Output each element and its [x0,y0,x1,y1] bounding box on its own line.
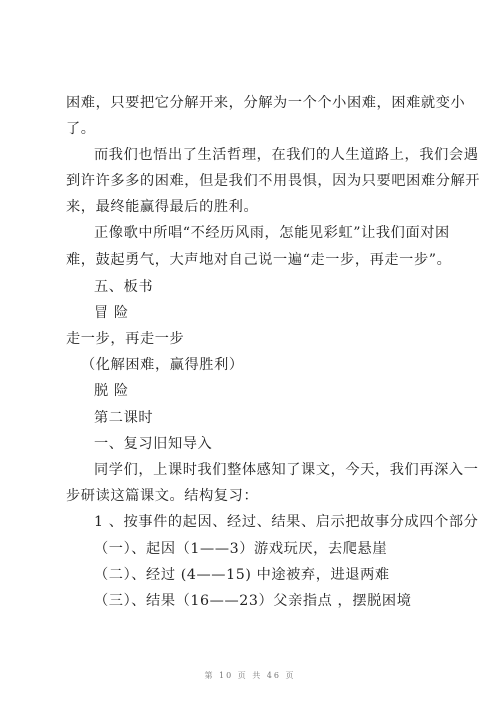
text-line: （二）、经过 (4——15) 中途被弃，进退两难 [94,567,390,583]
text-line: 到许许多多的困难，但是我们不用畏惧，因为只要吧困难分解开 [66,173,481,189]
section-heading: 第二课时 [94,410,154,426]
text-line: 而我们也悟出了生活哲理，在我们的人生道路上，我们会遇 [94,147,479,163]
text-line: 困难，只要把它分解开来，分解为一个个小困难，困难就变小 [66,95,466,111]
text-line: 来，最终能赢得最后的胜利。 [66,199,259,215]
text-line: （一）、起因（1——3）游戏玩厌，去爬悬崖 [94,541,388,557]
board-item: 脱 险 [94,383,129,399]
text-line: 步研读这篇课文。结构复习： [66,488,259,504]
text-line: 1 、按事件的起因、经过、结果、启示把故事分成四个部分 [94,514,479,530]
board-item: 走一步，再走一步 [66,331,185,347]
section-heading: 一、复习旧知导入 [94,436,213,452]
text-line: 了。 [66,121,96,137]
page-number: 第 10 页 共 46 页 [204,671,296,680]
section-heading: 五、板书 [94,279,154,295]
board-item: 冒 险 [94,305,129,321]
board-item: （化解困难，赢得胜利） [81,357,244,373]
text-line: 同学们，上课时我们整体感知了课文，今天，我们再深入一 [94,462,479,478]
text-line: 难，鼓起勇气，大声地对自己说一遍“走一步，再走一步”。 [66,252,452,268]
text-line: 正像歌中所唱“不经历风雨，怎能见彩虹”让我们面对困 [94,225,450,241]
text-line: （三）、结果（16——23）父亲指点 ，摆脱困境 [94,593,412,609]
